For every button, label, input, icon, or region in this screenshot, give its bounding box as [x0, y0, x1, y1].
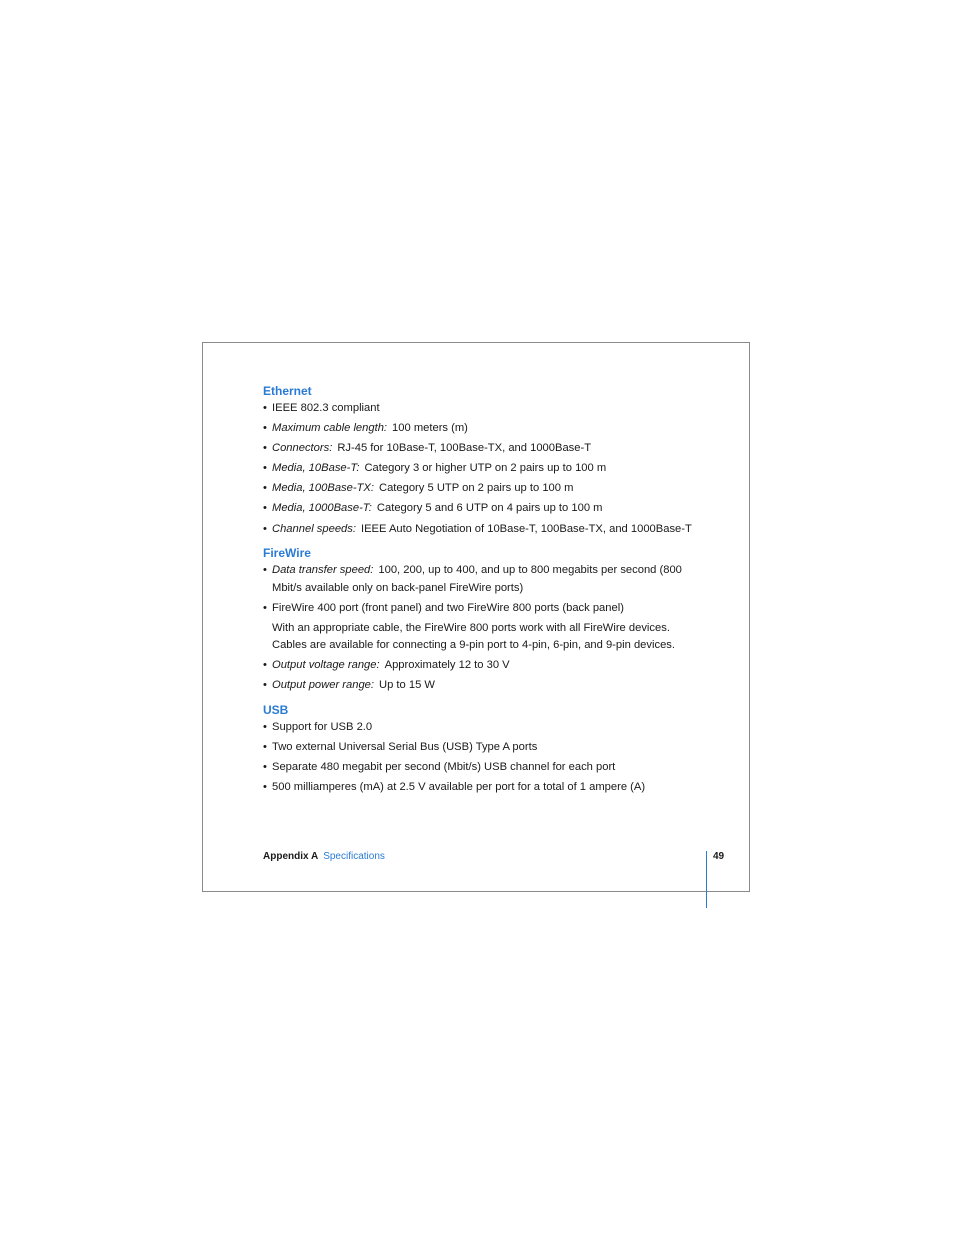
spec-value: Separate 480 megabit per second (Mbit/s) USB channel for each port — [272, 761, 616, 774]
bullet-icon: • — [263, 482, 267, 495]
bullet-icon: • — [263, 679, 267, 692]
spec-term: Media, 100Base-TX: — [272, 482, 374, 495]
section-heading-firewire: FireWire — [263, 546, 311, 561]
spec-term: Output power range: — [272, 679, 374, 692]
list-item — [263, 400, 703, 418]
section-heading-ethernet: Ethernet — [263, 384, 312, 398]
spec-value: Approximately 12 to 30 V — [384, 659, 510, 672]
page-footer — [263, 851, 385, 863]
bullet-icon: • — [263, 659, 267, 672]
spec-term: Connectors: — [272, 442, 333, 455]
spec-value: Category 5 UTP on 2 pairs up to 100 m — [378, 482, 574, 495]
spec-list — [263, 719, 703, 797]
spec-value: 100, 200, up to 400, and up to 800 megabits per second (800 Mbit/s available only on back-panel FireWire ports) — [272, 564, 682, 594]
spec-term: Channel speeds: — [272, 522, 356, 535]
spec-value: Two external Universal Serial Bus (USB) Type A ports — [272, 741, 538, 754]
bullet-icon: • — [263, 564, 267, 577]
bullet-icon: • — [263, 462, 267, 475]
document-body — [263, 384, 703, 805]
footer-chapter-link[interactable]: Specifications — [323, 851, 385, 862]
page-number-rule — [706, 851, 707, 908]
spec-term: Media, 1000Base-T: — [272, 502, 372, 515]
spec-term: Maximum cable length: — [272, 422, 388, 435]
spec-list — [263, 562, 703, 695]
spec-value: IEEE Auto Negotiation of 10Base-T, 100Base-TX, and 1000Base-T — [360, 522, 692, 535]
bullet-icon: • — [263, 761, 267, 774]
bullet-icon: • — [263, 422, 267, 435]
footer-appendix: Appendix A — [263, 851, 319, 862]
spec-value: Category 3 or higher UTP on 2 pairs up to 100 m — [364, 462, 607, 475]
spec-value: IEEE 802.3 compliant — [272, 402, 380, 414]
bullet-icon: • — [263, 402, 267, 414]
spec-value: FireWire 400 port (front panel) and two FireWire 800 ports (back panel) — [272, 601, 624, 614]
bullet-icon: • — [263, 601, 267, 614]
spec-value: Up to 15 W — [379, 679, 435, 692]
list-item — [263, 460, 703, 478]
bullet-icon: • — [263, 442, 267, 455]
page-number: 49 — [713, 851, 725, 862]
spec-value: RJ-45 for 10Base-T, 100Base-TX, and 1000Base-T — [337, 442, 592, 455]
list-item — [263, 600, 703, 655]
list-item — [263, 719, 703, 737]
spec-value: Category 5 and 6 UTP on 4 pairs up to 100 m — [376, 502, 603, 515]
list-item — [263, 759, 703, 777]
list-item — [263, 677, 703, 695]
bullet-icon: • — [263, 741, 267, 754]
bullet-icon: • — [263, 522, 267, 535]
section-heading-usb: USB — [263, 702, 289, 717]
list-item — [263, 562, 703, 597]
spec-term: Data transfer speed: — [272, 564, 374, 577]
spec-value: 500 milliamperes (mA) at 2.5 V available per port for a total of 1 ampere (A) — [272, 781, 646, 794]
spec-list — [263, 400, 703, 538]
list-item — [263, 440, 703, 458]
spec-term: Media, 10Base-T: — [272, 462, 360, 475]
spec-value: Support for USB 2.0 — [272, 720, 373, 733]
list-item — [263, 739, 703, 757]
spec-note: With an appropriate cable, the FireWire 800 ports work with all FireWire devices. Cables are available for connecting a 9-pin port to 4-pin, 6-pin, and 9-pin devices. — [272, 621, 675, 652]
list-item — [263, 480, 703, 498]
spec-term: Output voltage range: — [272, 659, 380, 672]
bullet-icon: • — [263, 781, 267, 794]
bullet-icon: • — [263, 720, 267, 733]
list-item — [263, 779, 703, 797]
bullet-icon: • — [263, 502, 267, 515]
list-item — [263, 521, 703, 539]
list-item — [263, 657, 703, 675]
list-item — [263, 420, 703, 438]
list-item — [263, 500, 703, 518]
spec-value: 100 meters (m) — [392, 422, 468, 435]
